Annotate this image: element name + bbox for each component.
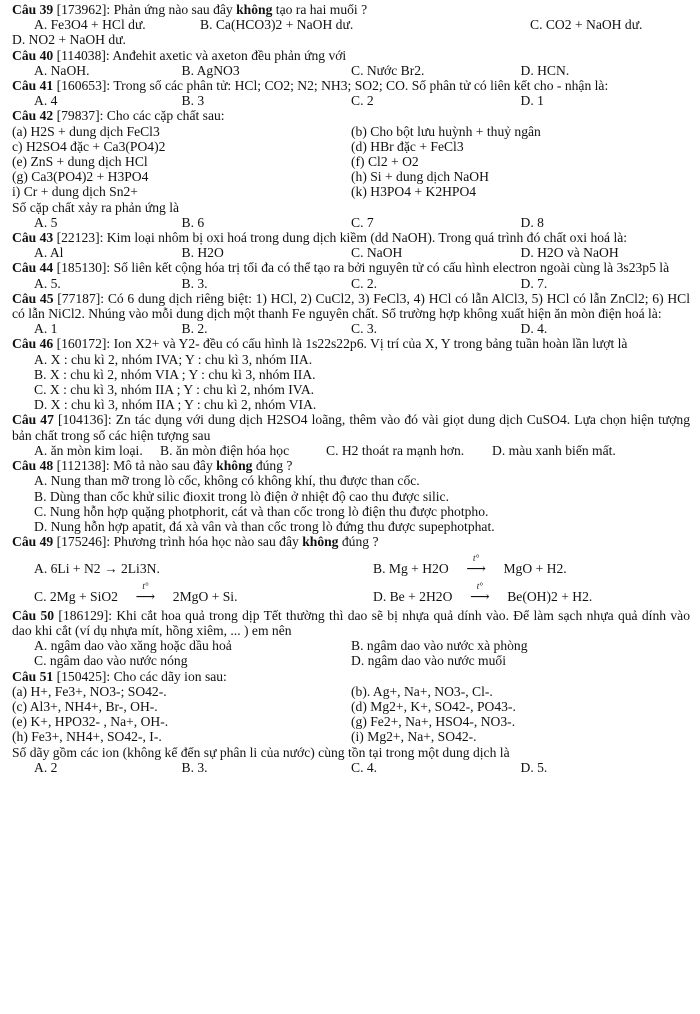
question-48: Câu 48 [112138]: Mô tả nào sau đây không đúng ? A. Nung than mỡ trong lò cốc, không có không khí, thu được than cốc. B. Dùng than cốc khử silic đioxit trong lò điện ở nhiệt độ cao thu được silic. C. Nung hỗn hợp quặng photphorit, cát và than cốc trong lò điện thu được photpho. D. Nung hỗn hợp apatit, đá xà vân và than cốc trong lò đứng thu được supephotphat. bbox=[12, 458, 690, 534]
option-b[interactable]: B. 6 bbox=[181, 214, 205, 230]
option-c[interactable]: C. H2 thoát ra mạnh hơn. bbox=[326, 442, 465, 458]
question-50: Câu 50 [186129]: Khi cắt hoa quả trong dịp Tết thường thì dao sẽ bị nhựa quả dính vào. Để làm sạch nhựa quả dính vào dao khi cắt (ví dụ nhựa mít, hồng xiêm, ... ) em nên A. ngâm dao vào xăng hoặc dầu hoả B. ngâm dao vào nước xà phòng C. ngâm dao vào nước nóng D. ngâm dao vào nước muối bbox=[12, 607, 690, 669]
option-c[interactable]: C. 2Mg + SiO2 t° ⟶ 2MgO + Si. bbox=[34, 580, 238, 604]
option-d[interactable]: D. Nung hỗn hợp apatit, đá xà vân và than cốc trong lò đứng thu được supephotphat. bbox=[34, 518, 495, 534]
question-number: Câu 41 bbox=[12, 78, 54, 94]
option-a[interactable]: A. ngâm dao vào xăng hoặc dầu hoả bbox=[34, 638, 232, 654]
option-d[interactable]: D. ngâm dao vào nước muối bbox=[351, 653, 506, 669]
question-number: Câu 39 bbox=[12, 2, 54, 17]
pair-b: (b) Cho bột lưu huỳnh + thuỷ ngân bbox=[351, 123, 541, 139]
pair-g: (g) Ca3(PO4)2 + H3PO4 bbox=[12, 169, 149, 185]
option-b[interactable]: B. X : chu kì 2, nhóm VIA ; Y : chu kì 3, nhóm IIA. bbox=[34, 366, 316, 382]
ion-set-i: (i) Mg2+, Na+, SO42-. bbox=[351, 729, 477, 745]
option-a[interactable]: A. Al bbox=[34, 245, 64, 261]
option-a[interactable]: A. 5. bbox=[34, 275, 61, 291]
option-c[interactable]: C. 3. bbox=[351, 321, 378, 337]
question-42: Câu 42 [79837]: Cho các cặp chất sau: (a) H2S + dung dịch FeCl3 (b) Cho bột lưu huỳnh + thuỷ ngân c) H2SO4 đặc + Ca3(PO4)2 (d) HBr đặc + FeCl3 (e) ZnS + dung dịch HCl (f) Cl2 + O2 (g) Ca3(PO4)2 + H3PO4 (h) Si + dung dịch NaOH i) Cr + dung dịch Sn2+ (k) H3PO4 + K2HPO4 Số cặp chất xảy ra phản ứng là A. 5 B. 6 C. 7 D. 8 bbox=[12, 108, 690, 230]
ion-set-b: (b). Ag+, Na+, NO3-, Cl-. bbox=[351, 683, 493, 699]
option-a[interactable]: A. Fe3O4 + HCl dư. bbox=[34, 17, 146, 33]
ion-set-a: (a) H+, Fe3+, NO3-; SO42-. bbox=[12, 683, 167, 699]
option-a[interactable]: A. 5 bbox=[34, 214, 58, 230]
question-41: Câu 41 [160653]: Trong số các phân tử: HCl; CO2; N2; NH3; SO2; CO. Số phân tử có liên kết cho - nhận là: A. 4 B. 3 C. 2 D. 1 bbox=[12, 78, 690, 108]
question-49: Câu 49 [175246]: Phương trình hóa học nào sau đây không đúng ? A. 6Li + N2 → 2Li3N. B. Mg + H2O t° ⟶ MgO + H2. C. 2Mg + SiO2 t° ⟶ 2MgO + Si. D. Be + 2H2O t° ⟶ Be(OH)2 + H2. bbox=[12, 534, 690, 604]
question-number: Câu 50 bbox=[12, 607, 55, 623]
option-a[interactable]: A. NaOH. bbox=[34, 62, 90, 78]
option-c[interactable]: C. 4. bbox=[351, 759, 378, 775]
ion-set-h: (h) Fe3+, NH4+, SO42-, I-. bbox=[12, 729, 162, 745]
question-number: Câu 44 bbox=[12, 260, 54, 276]
pair-c: c) H2SO4 đặc + Ca3(PO4)2 bbox=[12, 138, 166, 154]
option-c[interactable]: C. X : chu kì 3, nhóm IIA ; Y : chu kì 2, nhóm IVA. bbox=[34, 382, 315, 398]
question-number: Câu 45 bbox=[12, 290, 54, 306]
option-a[interactable]: A. 4 bbox=[34, 93, 58, 109]
question-number: Câu 42 bbox=[12, 108, 54, 124]
option-d[interactable]: D. 4. bbox=[520, 321, 548, 337]
option-d[interactable]: D. H2O và NaOH bbox=[520, 245, 619, 261]
option-a[interactable]: A. Nung than mỡ trong lò cốc, không có không khí, thu được than cốc. bbox=[34, 473, 420, 489]
question-47: Câu 47 [104136]: Zn tác dụng với dung dịch H2SO4 loãng, thêm vào đó vài giọt dung dịch CuSO4. Lựa chọn hiện tượng bản chất trong số các hiện tượng sau A. ăn mòn kim loại. B. ăn mòn điện hóa học C. H2 thoát ra mạnh hơn. D. màu xanh biến mất. bbox=[12, 412, 691, 458]
question-44: Câu 44 [185130]: Số liên kết cộng hóa trị tối đa có thể tạo ra bởi nguyên tử có cấu hình electron ngoài cùng là 3s23p5 là A. 5. B. 3. C. 2. D. 7. bbox=[12, 260, 690, 290]
option-c[interactable]: C. 2 bbox=[351, 93, 374, 109]
option-b[interactable]: B. 3 bbox=[181, 93, 205, 109]
question-46: Câu 46 [160172]: Ion X2+ và Y2- đều có cấu hình là 1s22s22p6. Vị trí của X, Y trong bảng tuần hoàn lần lượt là A. X : chu kì 2, nhóm IVA; Y : chu kì 3, nhóm IIA. B. X : chu kì 2, nhóm VIA ; Y : chu kì 3, nhóm IIA. C. X : chu kì 3, nhóm IIA ; Y : chu kì 2, nhóm IVA. D. X : chu kì 3, nhóm IIA ; Y : chu kì 2, nhóm VIA. bbox=[12, 336, 690, 412]
option-a[interactable]: A. 2 bbox=[34, 759, 58, 775]
heat-arrow: t° ⟶ bbox=[466, 553, 486, 577]
option-b[interactable]: B. H2O bbox=[181, 245, 224, 261]
option-b[interactable]: B. ngâm dao vào nước xà phòng bbox=[351, 638, 528, 654]
ion-set-c: (c) Al3+, NH4+, Br-, OH-. bbox=[12, 698, 158, 714]
ion-set-g: (g) Fe2+, Na+, HSO4-, NO3-. bbox=[351, 714, 516, 730]
question-43: Câu 43 [22123]: Kim loại nhôm bị oxi hoá trong dung dịch kiềm (dd NaOH). Trong quá trình đó chất oxi hoá là: A. Al B. H2O C. NaOH D. H2O và NaOH bbox=[12, 230, 690, 260]
pair-k: (k) H3PO4 + K2HPO4 bbox=[351, 184, 477, 200]
pair-i: i) Cr + dung dịch Sn2+ bbox=[12, 184, 138, 200]
question-ask: Số cặp chất xảy ra phản ứng là bbox=[12, 199, 180, 215]
option-c[interactable]: C. 7 bbox=[351, 214, 374, 230]
question-45: Câu 45 [77187]: Có 6 dung dịch riêng biệt: 1) HCl, 2) CuCl2, 3) FeCl3, 4) HCl có lẫn AlCl3, 5) HCl có lẫn ZnCl2; 6) HCl có lẫn NiCl2. Nhúng vào mỗi dung dịch một thanh Fe nguyên chất. Số trường hợp không xuất hiện ăn mòn điện hoá là: A. 1 B. 2. C. 3. D. 4. bbox=[12, 290, 691, 337]
heat-arrow: t° ⟶ bbox=[470, 580, 490, 604]
option-b[interactable]: B. 2. bbox=[181, 321, 208, 337]
pair-h: (h) Si + dung dịch NaOH bbox=[351, 169, 489, 185]
option-c[interactable]: C. NaOH bbox=[351, 245, 403, 261]
option-d[interactable]: D. 1 bbox=[520, 93, 544, 109]
option-a[interactable]: A. 1 bbox=[34, 321, 58, 337]
question-number: Câu 46 bbox=[12, 336, 54, 352]
option-b[interactable]: B. 3. bbox=[181, 275, 208, 291]
pair-a: (a) H2S + dung dịch FeCl3 bbox=[12, 123, 160, 139]
question-40: Câu 40 [114038]: Anđehit axetic và axeton đều phản ứng với A. NaOH. B. AgNO3 C. Nước Br2. D. HCN. bbox=[12, 48, 690, 78]
option-c[interactable]: C. ngâm dao vào nước nóng bbox=[34, 653, 188, 669]
option-d[interactable]: D. NO2 + NaOH dư. bbox=[12, 32, 126, 48]
option-d[interactable]: D. HCN. bbox=[520, 62, 570, 78]
option-b[interactable]: B. AgNO3 bbox=[181, 62, 240, 78]
question-number: Câu 49 bbox=[12, 534, 54, 550]
question-number: Câu 48 bbox=[12, 458, 54, 474]
option-b[interactable]: B. ăn mòn điện hóa học bbox=[160, 442, 290, 458]
ion-set-d: (d) Mg2+, K+, SO42-, PO43-. bbox=[351, 698, 516, 714]
option-c[interactable]: C. Nung hỗn hợp quặng photphorit, cát và than cốc trong lò điện thu được photpho. bbox=[34, 503, 489, 519]
option-b[interactable]: B. Mg + H2O t° ⟶ MgO + H2. bbox=[373, 553, 567, 577]
option-c[interactable]: C. CO2 + NaOH dư. bbox=[530, 17, 643, 33]
option-a[interactable]: A. 6Li + N2 → 2Li3N. bbox=[34, 561, 160, 577]
question-number: Câu 51 bbox=[12, 668, 54, 684]
option-d[interactable]: D. X : chu kì 3, nhóm IIA ; Y : chu kì 2, nhóm VIA. bbox=[34, 397, 317, 413]
option-c[interactable]: C. 2. bbox=[351, 275, 378, 291]
heat-arrow: t° ⟶ bbox=[135, 580, 156, 604]
pair-f: (f) Cl2 + O2 bbox=[351, 154, 419, 170]
option-a[interactable]: A. X : chu kì 2, nhóm IVA; Y : chu kì 3, nhóm IIA. bbox=[34, 351, 313, 367]
question-ask: Số dãy gồm các ion (không kể đến sự phân li của nước) cùng tồn tại trong một dung dịch là bbox=[12, 744, 510, 760]
question-39: Câu 39 [173962]: Phản ứng nào sau đây không tạo ra hai muối ? A. Fe3O4 + HCl dư. B. Ca(HCO3)2 + NaOH dư. C. CO2 + NaOH dư. D. NO2 + NaOH dư. bbox=[12, 2, 690, 48]
question-number: Câu 43 bbox=[12, 230, 54, 246]
option-a[interactable]: A. ăn mòn kim loại. bbox=[34, 442, 143, 458]
question-51: Câu 51 [150425]: Cho các dãy ion sau: (a) H+, Fe3+, NO3-; SO42-. (b). Ag+, Na+, NO3-, Cl-. (c) Al3+, NH4+, Br-, OH-. (d) Mg2+, K+, SO42-, PO43-. (e) K+, HPO32- , Na+, OH-. (g) Fe2+, Na+, HSO4-, NO3-. (h) Fe3+, NH4+, SO42-, I-. (i) Mg2+, Na+, SO42-. Số dãy gồm các ion (không kể đến sự phân li của nước) cùng tồn tại trong một dung dịch là A. 2 B. 3. C. 4. D. 5. bbox=[12, 669, 690, 775]
option-d[interactable]: D. 5. bbox=[520, 759, 548, 775]
option-d[interactable]: D. Be + 2H2O t° ⟶ Be(OH)2 + H2. bbox=[373, 580, 593, 604]
pair-e: (e) ZnS + dung dịch HCl bbox=[12, 154, 148, 170]
option-d[interactable]: D. màu xanh biến mất. bbox=[492, 442, 616, 458]
pair-d: (d) HBr đặc + FeCl3 bbox=[351, 138, 464, 154]
option-b[interactable]: B. Ca(HCO3)2 + NaOH dư. bbox=[200, 17, 354, 33]
ion-set-e: (e) K+, HPO32- , Na+, OH-. bbox=[12, 714, 169, 730]
question-number: Câu 40 bbox=[12, 47, 54, 63]
question-number: Câu 47 bbox=[12, 412, 54, 428]
option-d[interactable]: D. 7. bbox=[520, 275, 548, 291]
option-b[interactable]: B. Dùng than cốc khử silic đioxit trong lò điện ở nhiệt độ cao thu được silic. bbox=[34, 488, 449, 504]
option-b[interactable]: B. 3. bbox=[181, 759, 208, 775]
option-c[interactable]: C. Nước Br2. bbox=[351, 62, 425, 78]
option-d[interactable]: D. 8 bbox=[520, 214, 544, 230]
